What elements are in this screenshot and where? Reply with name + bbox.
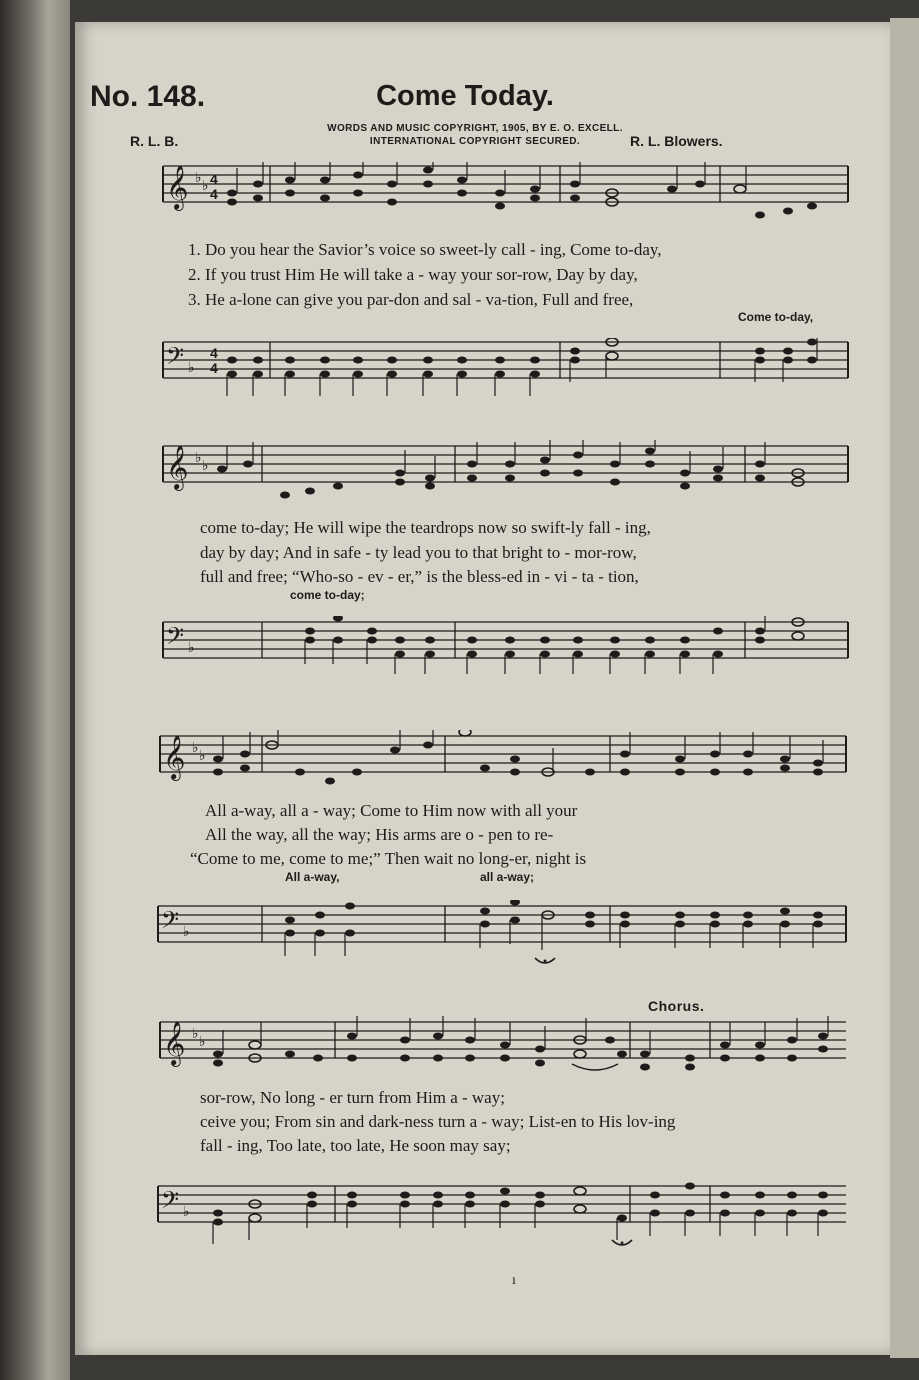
svg-text:𝄢: 𝄢 bbox=[166, 342, 185, 375]
verse-lyric-text: 1. Do you hear the Savior’s voice so sweet-ly call - ing, Come to-day, bbox=[188, 240, 662, 259]
copyright-line-1: WORDS AND MUSIC COPYRIGHT, 1905, BY E. O. EXCELL. bbox=[327, 123, 623, 134]
hymn-title: Come Today. bbox=[376, 80, 554, 112]
verse-1-line-system-1 bbox=[0, 240, 919, 264]
svg-text:𝄢: 𝄢 bbox=[161, 1186, 180, 1219]
chorus-label: Chorus. bbox=[648, 998, 705, 1014]
verse-lyric-text: full and free; “Who-so - ev - er,” is the bless-ed in - vi - ta - tion, bbox=[200, 567, 639, 586]
bass-cue-text-1: All a-way, bbox=[285, 870, 340, 884]
verse-3-line-system-3 bbox=[0, 849, 919, 873]
svg-text:♭: ♭ bbox=[195, 170, 202, 186]
svg-text:𝄞: 𝄞 bbox=[163, 1021, 186, 1065]
svg-text:♭: ♭ bbox=[202, 178, 209, 194]
system-4-bass-staff bbox=[0, 1180, 919, 1260]
bass-cue-text: Come to-day, bbox=[738, 310, 814, 324]
verse-lyric-text: 2. If you trust Him He will take a - way your sor-row, Day by day, bbox=[188, 265, 638, 284]
verse-lyric-text: All the way, all the way; His arms are o - pen to re- bbox=[205, 825, 554, 844]
svg-text:♭: ♭ bbox=[188, 360, 195, 376]
verse-lyric-text: sor-row, No long - er turn from Him a - way; bbox=[200, 1088, 505, 1107]
svg-text:♭: ♭ bbox=[183, 1204, 190, 1220]
svg-text:4: 4 bbox=[210, 360, 218, 376]
bass-cue-text: come to-day; bbox=[290, 588, 365, 602]
system-1-bass-staff bbox=[0, 338, 919, 408]
verse-lyric-text: 3. He a-lone can give you par-don and sal - va-tion, Full and free, bbox=[188, 290, 634, 309]
copyright-line-2: INTERNATIONAL COPYRIGHT SECURED. bbox=[369, 136, 581, 147]
svg-text:𝄞: 𝄞 bbox=[163, 735, 186, 779]
verse-lyric-text: ceive you; From sin and dark-ness turn a - way; List-en to His lov-ing bbox=[200, 1112, 676, 1131]
composer-credit: R. L. Blowers. bbox=[630, 133, 723, 149]
svg-text:𝄞: 𝄞 bbox=[166, 165, 189, 209]
verse-lyric-text: fall - ing, Too late, too late, He soon may say; bbox=[200, 1136, 511, 1155]
svg-text:♭: ♭ bbox=[183, 924, 190, 940]
svg-text:𝄞: 𝄞 bbox=[166, 445, 189, 489]
svg-text:4: 4 bbox=[210, 345, 218, 361]
verse-1-line-system-3 bbox=[0, 801, 919, 825]
verse-3-line-system-4 bbox=[0, 1136, 919, 1160]
svg-text:♭: ♭ bbox=[195, 450, 202, 466]
verse-lyric-text: day by day; And in safe - ty lead you to that bright to - mor-row, bbox=[200, 543, 637, 562]
hymn-number: No. 148. bbox=[90, 80, 206, 113]
page-mark: ı bbox=[512, 1273, 516, 1288]
verse-lyric-text: “Come to me, come to me;” Then wait no long-er, night is bbox=[190, 849, 587, 868]
verse-lyric-text: All a-way, all a - way; Come to Him now with all your bbox=[205, 801, 578, 820]
svg-text:♭: ♭ bbox=[202, 458, 209, 474]
svg-text:♭: ♭ bbox=[192, 740, 199, 756]
lyricist-credit: R. L. B. bbox=[130, 133, 179, 149]
verse-3-line-system-2 bbox=[0, 567, 919, 591]
verse-1-line-system-2 bbox=[0, 518, 919, 542]
svg-text:4: 4 bbox=[210, 186, 218, 202]
verse-2-line-system-4 bbox=[0, 1112, 919, 1136]
svg-text:𝄢: 𝄢 bbox=[161, 906, 180, 939]
svg-text:4: 4 bbox=[210, 171, 218, 187]
svg-text:♭: ♭ bbox=[188, 640, 195, 656]
svg-text:𝄢: 𝄢 bbox=[166, 622, 185, 655]
verse-2-line-system-2 bbox=[0, 543, 919, 567]
system-4-treble-staff bbox=[0, 1016, 919, 1096]
system-3-bass-staff bbox=[0, 900, 919, 980]
verse-lyric-text: come to-day; He will wipe the teardrops now so swift-ly fall - ing, bbox=[200, 518, 651, 537]
verse-2-line-system-3 bbox=[0, 825, 919, 849]
copyright-notice bbox=[265, 122, 685, 148]
svg-text:♭: ♭ bbox=[199, 748, 206, 764]
system-2-bass-staff bbox=[0, 616, 919, 686]
bass-cue-text-2: all a-way; bbox=[480, 870, 535, 884]
svg-text:♭: ♭ bbox=[199, 1034, 206, 1050]
verse-1-line-system-4 bbox=[0, 1088, 919, 1112]
svg-text:♭: ♭ bbox=[192, 1026, 199, 1042]
system-3-treble-staff bbox=[0, 730, 919, 800]
verse-2-line-system-1 bbox=[0, 265, 919, 289]
system-1-treble-staff bbox=[0, 162, 919, 232]
system-2-treble-staff bbox=[0, 440, 919, 510]
